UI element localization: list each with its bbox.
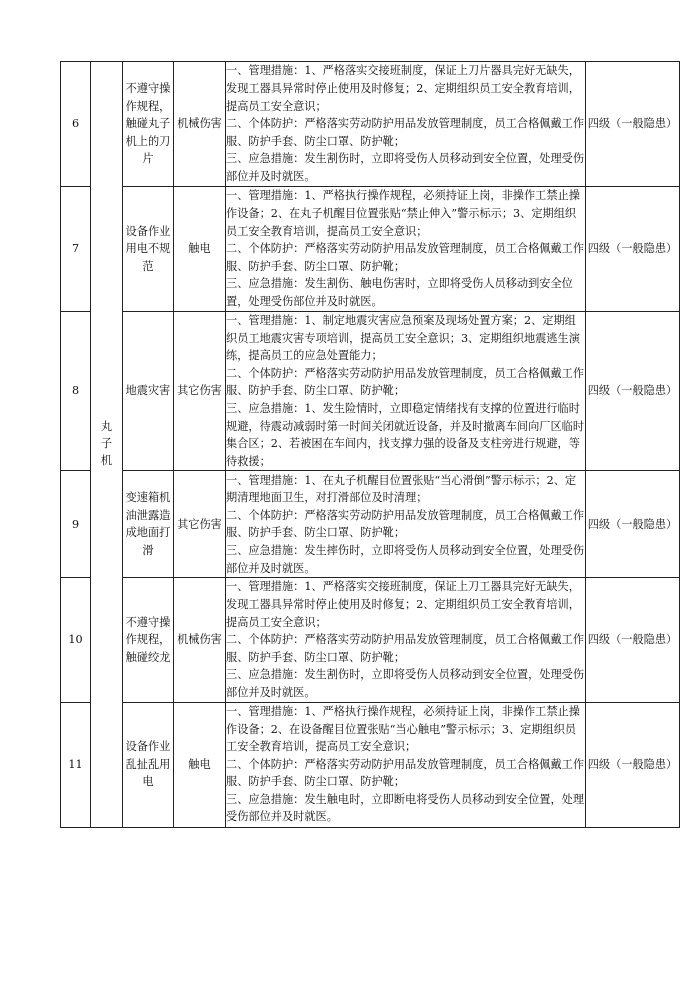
management-measure: 一、管理措施：1、严格落实交接班制度，保证上刀片器具完好无缺失，发现工器具异常时停止使用及时修复；2、定期组织员工安全教育培训，提高员工安全意识； xyxy=(226,64,580,113)
table-row xyxy=(61,312,680,471)
row-number: 9 xyxy=(61,471,91,578)
management-measure: 一、管理措施：1、制定地震灾害应急预案及现场处置方案；2、定期组织员工地震灾害专项培训，提高员工安全意识；3、定期组织地震逃生演练，提高员工的应急处置能力； xyxy=(226,314,580,363)
table-row xyxy=(61,702,680,827)
risk-level-cell: 四级（一般隐患） xyxy=(586,702,680,827)
personal-protection-measure: 二、个体防护：严格落实劳动防护用品发放管理制度，员工合格佩戴工作服、防护手套、防尘口罩、防护靴； xyxy=(226,757,585,789)
risk-level-cell: 四级（一般隐患） xyxy=(586,312,680,471)
management-measure: 一、管理措施：1、严格执行操作规程，必须持证上岗，非操作工禁止操作设备；2、在丸子机醒目位置张贴“禁止伸入”警示标示；3、定期组织员工安全教育培训，提高员工安全意识； xyxy=(226,189,580,238)
emergency-measure: 三、应急措施：发生割伤时，立即将受伤人员移动到安全位置，处理受伤部位并及时就医。 xyxy=(226,152,585,183)
accident-type-cell: 机械伤害 xyxy=(174,62,226,187)
emergency-measure: 三、应急措施：发生触电时，立即断电将受伤人员移动到安全位置，处理受伤部位并及时就医。 xyxy=(226,792,585,824)
emergency-measure: 三、应急措施：发生割伤时，立即将受伤人员移动到安全位置，处理受伤部位并及时就医。 xyxy=(226,668,585,699)
risk-level-cell: 四级（一般隐患） xyxy=(586,578,680,702)
hazard-cell: 地震灾害 xyxy=(123,312,174,471)
hazard-cell: 不遵守操作规程，触碰丸子机上的刀片 xyxy=(123,62,174,187)
measures-cell xyxy=(226,312,586,471)
management-measure: 一、管理措施：1、在丸子机醒目位置张贴“当心滑倒”警示标示；2、定期清理地面卫生，对打滑部位及时清理； xyxy=(226,473,577,505)
table-row xyxy=(61,62,680,187)
row-number: 11 xyxy=(61,702,91,827)
hazard-cell: 变速箱机油泄露造成地面打滑 xyxy=(123,471,174,578)
risk-level-cell: 四级（一般隐患） xyxy=(586,471,680,578)
area-name: 丸子机 xyxy=(100,420,113,468)
risk-level-cell: 四级（一般隐患） xyxy=(586,62,680,187)
measures-cell xyxy=(226,62,586,187)
accident-type-cell: 触电 xyxy=(174,187,226,312)
emergency-measure: 三、应急措施：发生割伤、触电伤害时，立即将受伤人员移动到安全位置，处理受伤部位并及时就医。 xyxy=(226,277,573,308)
emergency-measure: 三、应急措施：发生摔伤时，立即将受伤人员移动到安全位置，处理受伤部位并及时就医。 xyxy=(226,543,585,575)
management-measure: 一、管理措施：1、严格执行操作规程，必须持证上岗，非操作工禁止操作设备；2、在设备醒目位置张贴“当心触电”警示标示；3、定期组织员工安全教育培训，提高员工安全意识； xyxy=(226,704,580,754)
emergency-measure: 三、应急措施：1、发生险情时，立即稳定情绪找有支撑的位置进行临时规避，待震动减弱时第一时间关闭就近设备，并及时撤离车间向厂区临时集合区；2、若被困在车间内，找支撑力强的设备及支柱旁进行规避，等待救援； xyxy=(226,401,585,468)
table-row xyxy=(61,578,680,702)
accident-type-cell: 机械伤害 xyxy=(174,578,226,702)
hazard-cell: 设备作业乱扯乱用电 xyxy=(123,702,174,827)
accident-type-cell: 触电 xyxy=(174,702,226,827)
hazard-cell: 不遵守操作规程，触碰绞龙 xyxy=(123,578,174,702)
management-measure: 一、管理措施：1、严格落实交接班制度，保证上刀工器具完好无缺失，发现工器具异常时停止使用及时修复；2、定期组织员工安全教育培训，提高员工安全意识； xyxy=(226,580,580,629)
table-row xyxy=(61,471,680,578)
row-number: 6 xyxy=(61,62,91,187)
row-number: 8 xyxy=(61,312,91,471)
personal-protection-measure: 二、个体防护：严格落实劳动防护用品发放管理制度，员工合格佩戴工作服、防护手套、防尘口罩、防护靴； xyxy=(226,366,585,398)
hazard-cell: 设备作业用电不规范 xyxy=(123,187,174,312)
row-number: 7 xyxy=(61,187,91,312)
personal-protection-measure: 二、个体防护：严格落实劳动防护用品发放管理制度，员工合格佩戴工作服、防护手套、防尘口罩、防护靴； xyxy=(226,508,585,540)
risk-control-table xyxy=(60,61,680,828)
personal-protection-measure: 二、个体防护：严格落实劳动防护用品发放管理制度，员工合格佩戴工作服、防护手套、防尘口罩、防护靴； xyxy=(226,117,585,148)
accident-type-cell: 其它伤害 xyxy=(174,312,226,471)
measures-cell xyxy=(226,578,586,702)
table-row xyxy=(61,187,680,312)
personal-protection-measure: 二、个体防护：严格落实劳动防护用品发放管理制度，员工合格佩戴工作服、防护手套、防尘口罩、防护靴； xyxy=(226,242,585,273)
measures-cell xyxy=(226,187,586,312)
accident-type-cell: 其它伤害 xyxy=(174,471,226,578)
area-cell xyxy=(91,62,123,828)
personal-protection-measure: 二、个体防护：严格落实劳动防护用品发放管理制度，员工合格佩戴工作服、防护手套、防尘口罩、防护靴； xyxy=(226,633,585,664)
row-number: 10 xyxy=(61,578,91,702)
measures-cell xyxy=(226,471,586,578)
risk-level-cell: 四级（一般隐患） xyxy=(586,187,680,312)
measures-cell xyxy=(226,702,586,827)
